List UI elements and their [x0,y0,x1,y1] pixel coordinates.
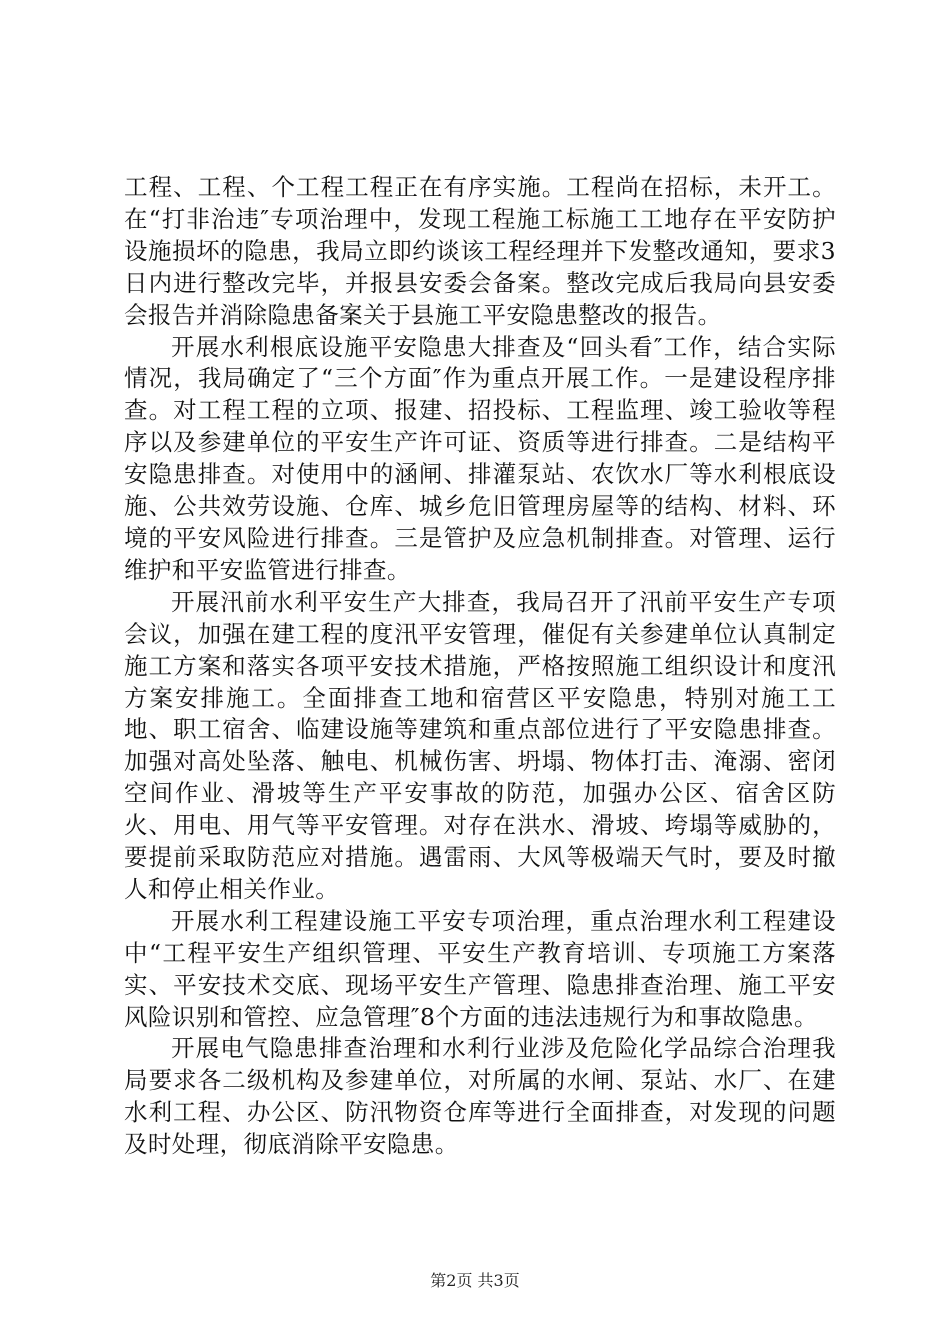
page-number-footer: 第2页 共3页 [430,1271,520,1290]
paragraph-infrastructure-inspection: 开展水利根底设施平安隐患大排查及“回头看″工作，结合实际情况，我局确定了“三个方面″作为重点开展工作。一是建设程序排查。对工程工程的立项、报建、招投标、工程监理、竣工验收等程序以及参建单位的平安生产许可证、资质等进行排查。二是结构平安隐患排查。对使用中的涵闸、排灌泵站、农饮水厂等水利根底设施、公共效劳设施、仓库、城乡危旧管理房屋等的结构、材料、环境的平安风险进行排查。三是管护及应急机制排查。对管理、运行维护和平安监管进行排查。 [124,332,836,584]
paragraph-construction-safety-governance: 开展水利工程建设施工平安专项治理，重点治理水利工程建设中“工程平安生产组织管理、平安生产教育培训、专项施工方案落实、平安技术交底、现场平安生产管理、隐患排查治理、施工平安风险识别和管控、应急管理″8个方面的违法违规行为和事故隐患。 [124,906,836,1031]
paragraph-continuation: 工程、工程、个工程工程正在有序实施。工程尚在招标，未开工。在“打非治违″专项治理中，发现工程施工标施工工地存在平安防护设施损坏的隐患，我局立即约谈该工程经理并下发整改通知，要求3日内进行整改完毕，并报县安委会备案。整改完成后我局向县安委会报告并消除隐患备案关于县施工平安隐患整改的报告。 [124,173,836,329]
paragraph-electrical-hazard-governance: 开展电气隐患排查治理和水利行业涉及危险化学品综合治理我局要求各二级机构及参建单位，对所属的水闸、泵站、水厂、在建水利工程、办公区、防汛物资仓库等进行全面排查，对发现的问题及时处理，彻底消除平安隐患。 [124,1034,836,1159]
paragraph-flood-season-inspection: 开展汛前水利平安生产大排查，我局召开了汛前平安生产专项会议，加强在建工程的度汛平安管理，催促有关参建单位认真制定施工方案和落实各项平安技术措施，严格按照施工组织设计和度汛方案安排施工。全面排查工地和宿营区平安隐患，特别对施工工地、职工宿舍、临建设施等建筑和重点部位进行了平安隐患排查。加强对高处坠落、触电、机械伤害、坍塌、物体打击、淹溺、密闭空间作业、滑坡等生产平安事故的防范，加强办公区、宿舍区防火、用电、用气等平安管理。对存在洪水、滑坡、垮塌等威胁的，要提前采取防范应对措施。遇雷雨、大风等极端天气时，要及时撤人和停止相关作业。 [124,587,836,903]
document-body [124,172,836,1161]
